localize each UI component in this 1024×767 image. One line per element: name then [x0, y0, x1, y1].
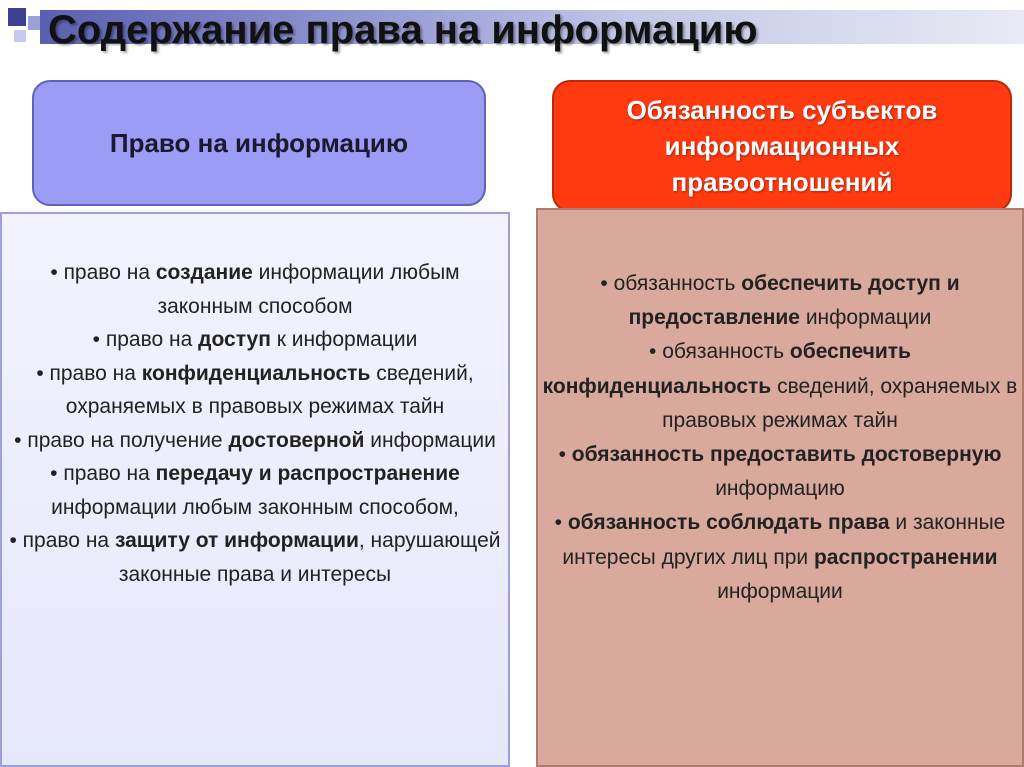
- obligation-item: [540, 335, 1020, 438]
- emphasis-text: защиту от информации: [114, 529, 359, 552]
- obligation-item: [540, 506, 1020, 609]
- item-text: и законные интересы других лиц при: [562, 511, 1006, 569]
- item-text: информации любым законным способом,: [51, 495, 459, 519]
- item-text: право на: [49, 361, 142, 385]
- rights-list: [6, 256, 504, 591]
- item-text: к информации: [270, 328, 418, 351]
- item-text: информации: [717, 579, 843, 603]
- emphasis-text: распространении: [813, 545, 998, 569]
- item-text: обязанность: [662, 340, 790, 364]
- right-item: [6, 323, 504, 357]
- emphasis-text: обеспечить конфиденциальность: [542, 340, 911, 398]
- emphasis-text: доступ: [198, 328, 271, 351]
- emphasis-text: создание: [155, 261, 253, 284]
- right-to-information-header: [32, 80, 486, 206]
- right-item: [6, 424, 504, 458]
- item-text: , нарушающей законные права и интересы: [118, 529, 501, 586]
- emphasis-text: передачу и распространение: [155, 462, 460, 485]
- right-item: [6, 256, 504, 323]
- slide-title: Содержание права на информацию: [48, 8, 758, 52]
- emphasis-text: обеспечить доступ и предоставление: [628, 272, 960, 330]
- item-text: сведений, охраняемых в правовых режимах тайн: [65, 361, 474, 418]
- emphasis-text: конфиденциальность: [141, 361, 371, 385]
- emphasis-text: обязанность предоставить достоверную: [571, 443, 1002, 467]
- item-text: право на: [63, 462, 156, 485]
- left-header-label: Право на информацию: [109, 127, 409, 158]
- item-text: право на: [105, 328, 199, 351]
- item-text: право на: [63, 261, 156, 284]
- right-header-line-1: Обязанность субъектов: [626, 95, 938, 125]
- decor-square-light: [14, 30, 26, 42]
- emphasis-text: обязанность соблюдать права: [567, 511, 890, 535]
- item-text: информации: [364, 428, 496, 452]
- obligation-item: [540, 438, 1020, 506]
- obligations-list: [540, 267, 1020, 609]
- emphasis-text: достоверной: [228, 428, 365, 452]
- item-text: информации любым законным способом: [157, 261, 460, 318]
- item-text: информации: [799, 306, 932, 330]
- right-item: [6, 357, 504, 424]
- right-header-line-3: правоотношений: [671, 167, 893, 197]
- item-text: право на получение: [27, 428, 229, 452]
- obligation-header: [552, 80, 1012, 212]
- right-header-line-2: информационных: [664, 131, 900, 161]
- right-item: [6, 457, 504, 524]
- item-text: сведений, охраняемых в правовых режимах тайн: [662, 374, 1018, 432]
- right-item: [6, 524, 504, 591]
- obligation-item: [540, 267, 1020, 335]
- decor-square-dark: [8, 8, 26, 26]
- item-text: обязанность: [613, 272, 742, 295]
- item-text: информацию: [715, 477, 845, 501]
- item-text: право на: [22, 529, 115, 552]
